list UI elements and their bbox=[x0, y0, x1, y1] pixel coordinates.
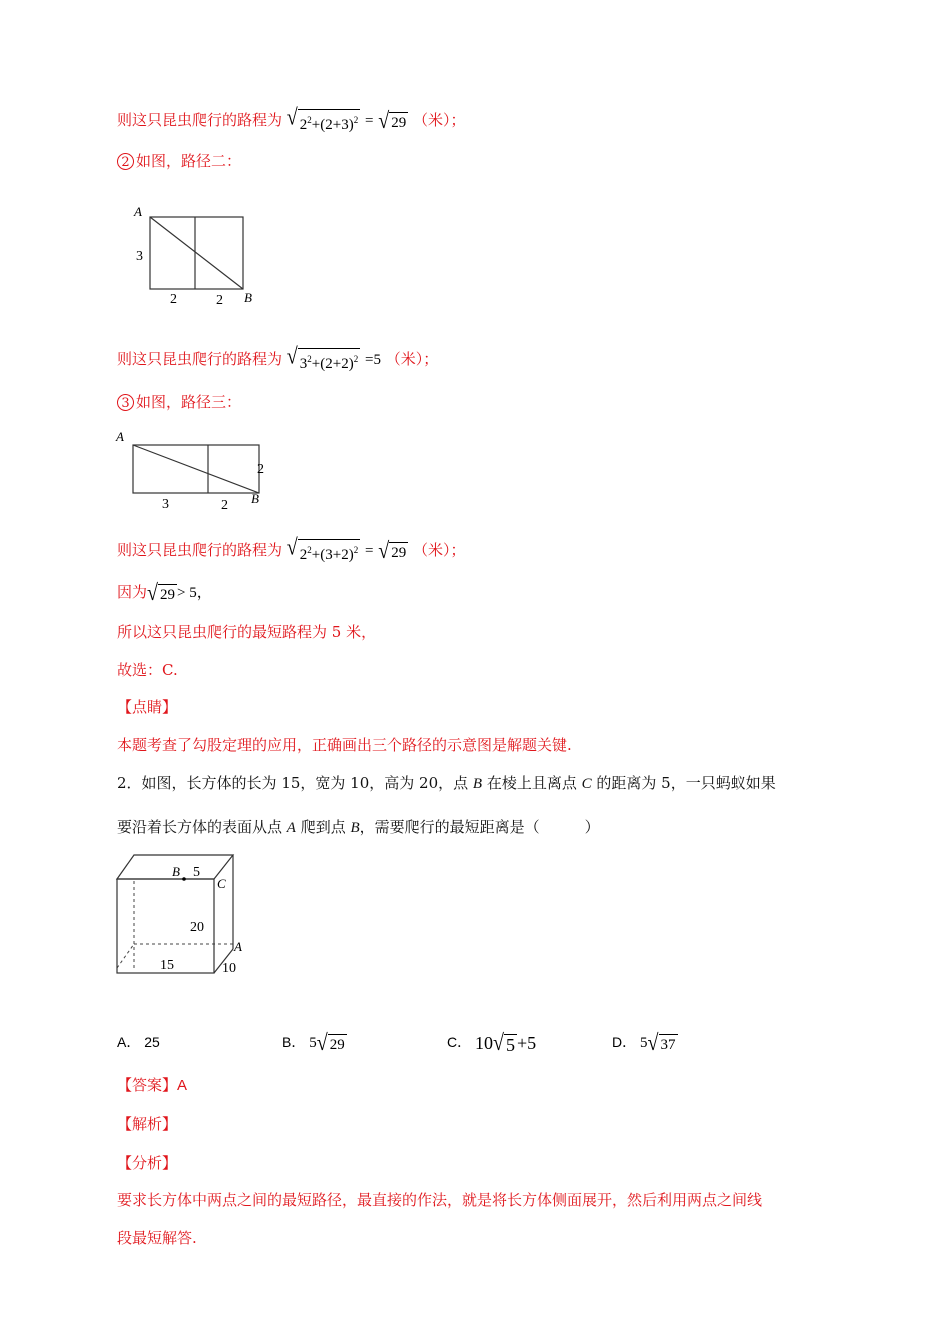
question2-line1: 2．如图，长方体的长为 15，宽为 10，高为 20，点 B 在棱上且离点 C 的距离为 5，一只蚂蚁如果 bbox=[117, 774, 776, 792]
point-b-label: B bbox=[251, 491, 259, 506]
option-a[interactable]: A． 25 bbox=[117, 1034, 160, 1050]
path2-heading: 2 如图，路径二： bbox=[117, 150, 241, 172]
length-label-right: 2 bbox=[221, 498, 228, 513]
length-label-left: 3 bbox=[162, 497, 169, 512]
point-b-label: B bbox=[172, 864, 180, 879]
choice-line: 故选：C. bbox=[117, 661, 178, 679]
fenxi-tag: 【分析】 bbox=[117, 1154, 178, 1172]
conclusion-line: 所以这只昆虫爬行的最短路程为 5 米， bbox=[117, 623, 377, 641]
path1-text: 则这只昆虫爬行的路程为 bbox=[117, 111, 283, 129]
path2-result-line: 则这只昆虫爬行的路程为 √ $3^2+(2+2)^2$ =5 （米）； bbox=[117, 343, 439, 372]
dianjing-text: 本题考查了勾股定理的应用，正确画出三个路径的示意图是解题关键. bbox=[117, 736, 572, 754]
fenxi-line2: 段最短解答. bbox=[117, 1229, 197, 1247]
analysis-tag: 【解析】 bbox=[117, 1115, 178, 1133]
path3-diagram bbox=[112, 425, 272, 517]
path1-formula: √ $2^2+(2+3)^2$ bbox=[286, 104, 359, 133]
height-label: 20 bbox=[190, 920, 204, 935]
cuboid-diagram bbox=[110, 848, 270, 980]
unit-text: （米）； bbox=[413, 111, 466, 129]
path3-formula: √ $2^2+(3+2)^2$ bbox=[286, 534, 359, 563]
height-label: 2 bbox=[257, 462, 264, 477]
point-a-label: A bbox=[134, 204, 142, 219]
path1-result-line: 则这只昆虫爬行的路程为 √ $2^2+(2+3)^2$ = √ 29 （米）； bbox=[117, 104, 466, 134]
circled-number: 3 bbox=[117, 394, 134, 411]
width-label-right: 2 bbox=[216, 293, 223, 308]
dianjing-tag: 【点睛】 bbox=[117, 698, 178, 716]
point-c-label: C bbox=[217, 876, 226, 891]
bc-label: 5 bbox=[193, 865, 200, 880]
point-a-label: A bbox=[234, 939, 242, 954]
point-b-label: B bbox=[244, 290, 252, 305]
height-label: 3 bbox=[136, 249, 143, 264]
comparison-line: 因为 √ 29 > 5， bbox=[117, 579, 212, 606]
question2-line2: 要沿着长方体的表面从点 A 爬到点 B，需要爬行的最短距离是（ ） bbox=[117, 818, 600, 836]
path3-heading: 3 如图，路径三： bbox=[117, 391, 241, 413]
path2-diagram bbox=[130, 200, 260, 310]
option-d[interactable]: D． 5 √ 37 bbox=[612, 1030, 676, 1056]
length-label: 15 bbox=[160, 958, 174, 973]
width-label: 10 bbox=[222, 961, 236, 976]
option-c[interactable]: C． 10 √ 5 +5 bbox=[447, 1030, 537, 1056]
point-a-label: A bbox=[116, 429, 124, 444]
path2-formula: √ $3^2+(2+2)^2$ bbox=[286, 343, 359, 372]
width-label-left: 2 bbox=[170, 292, 177, 307]
fenxi-line1: 要求长方体中两点之间的最短路径，最直接的作法，就是将长方体侧面展开，然后利用两点之间线 bbox=[117, 1191, 763, 1209]
path3-result-line: 则这只昆虫爬行的路程为 √ $2^2+(3+2)^2$ = √ 29 （米）； bbox=[117, 534, 466, 564]
circled-number: 2 bbox=[117, 153, 134, 170]
option-b[interactable]: B． 5 √ 29 bbox=[282, 1030, 345, 1056]
answer-tag: 【答案】A bbox=[117, 1077, 188, 1094]
